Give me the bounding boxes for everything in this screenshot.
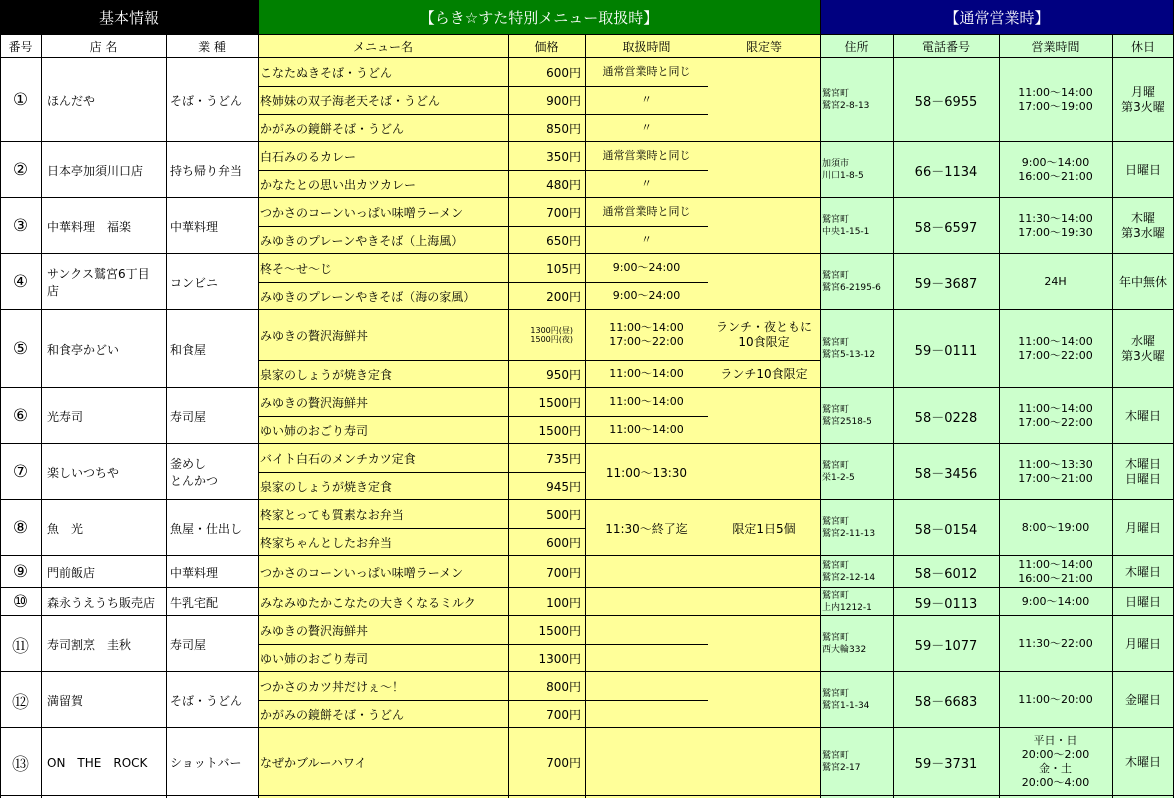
menu-item-name: ゆい姉のおごり寿司 bbox=[260, 423, 369, 438]
store-address: 鷲宮町 鷲宮1-1-34 bbox=[822, 689, 870, 711]
grid-line bbox=[820, 0, 821, 798]
column-header-holiday: 休日 bbox=[1130, 39, 1155, 54]
menu-item-name: 泉家のしょうが焼き定食 bbox=[260, 479, 393, 494]
column-header-phone: 電話番号 bbox=[921, 39, 970, 54]
store-phone: 58－6683 bbox=[914, 694, 978, 710]
menu-item-name: かがみの鏡餅そば・うどん bbox=[260, 121, 405, 136]
store-phone: 59－3687 bbox=[914, 276, 978, 292]
store-number: ② bbox=[12, 160, 29, 180]
store-name: 寿司割烹 圭秋 bbox=[47, 637, 132, 652]
store-name: 満留賀 bbox=[47, 693, 84, 708]
menu-item-price: 350円 bbox=[546, 149, 581, 164]
store-phone: 59－1077 bbox=[914, 638, 978, 654]
store-hours: 11:00～13:30 17:00～21:00 bbox=[1018, 458, 1093, 485]
menu-item-name: ゆい姉のおごり寿司 bbox=[260, 651, 369, 666]
menu-item-name: 柊姉妹の双子海老天そば・うどん bbox=[260, 93, 441, 108]
menu-item-name: かなたとの思い出カツカレー bbox=[260, 177, 417, 192]
store-address: 鷲宮町 鷲宮2-17 bbox=[822, 751, 861, 773]
store-address: 鷲宮町 上内1212-1 bbox=[822, 591, 872, 613]
store-hours: 9:00～14:00 bbox=[1021, 595, 1090, 608]
menu-item-name: 柊家とっても質素なお弁当 bbox=[260, 507, 404, 522]
menu-item-time: 〃 bbox=[641, 121, 652, 134]
menu-item-time: 通常営業時と同じ bbox=[602, 205, 691, 218]
store-hours: 平日・日 20:00～2:00 金・土 20:00～4:00 bbox=[1021, 734, 1090, 789]
menu-item-time: 11:00～14:00 17:00～22:00 bbox=[609, 321, 684, 348]
menu-item-price: 700円 bbox=[546, 565, 581, 580]
store-hours: 24H bbox=[1044, 275, 1067, 288]
store-phone: 59－0113 bbox=[914, 596, 978, 612]
store-name: 光寿司 bbox=[47, 409, 84, 424]
menu-item-price: 200円 bbox=[546, 289, 581, 304]
menu-item-price: 100円 bbox=[546, 595, 581, 610]
grid-line bbox=[585, 700, 708, 701]
menu-item-time: 〃 bbox=[641, 93, 652, 106]
store-phone: 59－0111 bbox=[914, 343, 978, 359]
store-number: ⑩ bbox=[12, 592, 29, 612]
column-header-hours: 営業時間 bbox=[1031, 39, 1080, 54]
store-number: ⑪ bbox=[12, 636, 29, 657]
grid-line bbox=[585, 644, 708, 645]
menu-item-limit: ランチ10食限定 bbox=[720, 366, 808, 381]
store-phone: 58－0154 bbox=[914, 522, 978, 538]
store-holiday: 日曜日 bbox=[1124, 594, 1161, 609]
menu-item-price: 900円 bbox=[546, 93, 581, 108]
menu-item-time: 9:00～24:00 bbox=[612, 289, 681, 302]
store-phone: 58－6012 bbox=[914, 566, 978, 582]
column-header-type: 業 種 bbox=[198, 39, 226, 54]
store-number: ⑨ bbox=[12, 562, 29, 582]
menu-item-price: 700円 bbox=[546, 205, 581, 220]
store-number: ⑧ bbox=[12, 518, 29, 538]
menu-item-price: 1500円 bbox=[538, 423, 581, 438]
menu-item-name: つかさのコーンいっぱい味噌ラーメン bbox=[260, 565, 464, 580]
menu-item-time: 通常営業時と同じ bbox=[602, 149, 691, 162]
menu-item-name: みゆきの贅沢海鮮丼 bbox=[260, 395, 369, 410]
menu-item-price: 700円 bbox=[546, 755, 581, 770]
store-number: ③ bbox=[12, 216, 29, 236]
store-hours: 8:00～19:00 bbox=[1021, 521, 1090, 534]
regular-hours-header: 【通常営業時】 bbox=[820, 0, 1174, 34]
store-number: ⑥ bbox=[12, 406, 29, 426]
store-name: 日本亭加須川口店 bbox=[47, 163, 144, 178]
store-type: 寿司屋 bbox=[170, 637, 207, 652]
store-holiday: 月曜日 bbox=[1124, 520, 1161, 535]
store-name: 楽しいつちや bbox=[47, 465, 120, 480]
menu-item-price: 950円 bbox=[546, 367, 581, 382]
menu-item-time: 11:00～14:00 bbox=[609, 395, 684, 408]
menu-item-price: 500円 bbox=[546, 507, 581, 522]
menu-shared-time: 11:30～終了迄 bbox=[605, 521, 688, 536]
menu-item-name: 柊そ～せ～じ bbox=[260, 261, 333, 276]
store-name: ON THE ROCK bbox=[47, 755, 148, 770]
menu-shared-limit: 限定1日5個 bbox=[732, 521, 796, 536]
menu-item-price: 700円 bbox=[546, 707, 581, 722]
menu-item-name: 泉家のしょうが焼き定食 bbox=[260, 367, 393, 382]
menu-item-name: つかさのコーンいっぱい味噌ラーメン bbox=[260, 205, 464, 220]
store-type: そば・うどん bbox=[170, 93, 243, 108]
column-header-menu: メニュー名 bbox=[352, 39, 413, 54]
grid-line bbox=[41, 34, 42, 798]
store-address: 鷲宮町 鷲宮2518-5 bbox=[822, 405, 872, 427]
grid-line bbox=[0, 795, 1174, 796]
grid-line bbox=[999, 34, 1000, 798]
store-type: 魚屋・仕出し bbox=[170, 521, 243, 536]
store-holiday: 木曜日 bbox=[1124, 564, 1161, 579]
menu-item-time: 〃 bbox=[641, 177, 652, 190]
store-type: 牛乳宅配 bbox=[170, 595, 219, 610]
grid-line bbox=[0, 34, 1, 798]
menu-item-price: 1500円 bbox=[538, 623, 581, 638]
store-number: ⑬ bbox=[12, 754, 29, 775]
store-address: 鷲宮町 鷲宮6-2195-6 bbox=[822, 271, 881, 293]
store-address: 鷲宮町 栄1-2-5 bbox=[822, 461, 855, 483]
store-number: ⑤ bbox=[12, 339, 29, 359]
store-address: 鷲宮町 鷲宮2-8-13 bbox=[822, 89, 870, 111]
store-holiday: 日曜日 bbox=[1124, 162, 1161, 177]
menu-item-name: みゆきの贅沢海鮮丼 bbox=[260, 328, 369, 343]
store-number: ① bbox=[12, 90, 29, 110]
grid-line bbox=[0, 57, 1174, 58]
store-type: 中華料理 bbox=[170, 219, 219, 234]
store-holiday: 木曜日 日曜日 bbox=[1124, 457, 1161, 486]
store-holiday: 年中無休 bbox=[1118, 274, 1167, 289]
menu-item-name: 白石みのるカレー bbox=[260, 149, 357, 164]
menu-item-name: 柊家ちゃんとしたお弁当 bbox=[260, 535, 393, 550]
menu-item-price: 105円 bbox=[546, 261, 581, 276]
menu-item-price: 735円 bbox=[546, 451, 581, 466]
store-hours: 11:30～14:00 17:00～19:30 bbox=[1018, 212, 1093, 239]
grid-line bbox=[258, 0, 259, 798]
store-holiday: 金曜日 bbox=[1124, 692, 1161, 707]
store-holiday: 月曜 第3火曜 bbox=[1121, 85, 1165, 114]
store-type: 寿司屋 bbox=[170, 409, 207, 424]
store-name: 森永うえうち販売店 bbox=[47, 595, 156, 610]
store-phone: 66－1134 bbox=[914, 164, 978, 180]
menu-item-price: 600円 bbox=[546, 65, 581, 80]
menu-shared-time: 11:00～13:30 bbox=[605, 465, 688, 480]
menu-item-name: かがみの鏡餅そば・うどん bbox=[260, 707, 405, 722]
store-holiday: 水曜 第3火曜 bbox=[1121, 334, 1165, 363]
store-phone: 58－6955 bbox=[914, 94, 978, 110]
store-phone: 58－6597 bbox=[914, 220, 978, 236]
store-name: 和食亭かどい bbox=[47, 342, 120, 357]
column-header-time: 取扱時間 bbox=[622, 39, 671, 54]
store-hours: 11:00～14:00 17:00～22:00 bbox=[1018, 335, 1093, 362]
store-type: 和食屋 bbox=[170, 342, 207, 357]
store-hours: 11:00～14:00 16:00～21:00 bbox=[1018, 558, 1093, 585]
store-address: 鷲宮町 鷲宮2-11-13 bbox=[822, 517, 876, 539]
grid-line bbox=[166, 34, 167, 798]
store-type: 中華料理 bbox=[170, 565, 219, 580]
store-type: 持ち帰り弁当 bbox=[170, 163, 243, 178]
menu-item-price: 480円 bbox=[546, 177, 581, 192]
menu-item-time: 〃 bbox=[641, 233, 652, 246]
store-address: 加須市 川口1-8-5 bbox=[822, 159, 864, 181]
menu-item-name: みゆきの贅沢海鮮丼 bbox=[260, 623, 369, 638]
store-name: 中華料理 福楽 bbox=[47, 219, 132, 234]
menu-item-price: 945円 bbox=[546, 479, 581, 494]
store-type: コンビニ bbox=[170, 275, 219, 290]
menu-item-name: みゆきのプレーンやきそば（上海風） bbox=[260, 233, 464, 248]
store-hours: 11:00～14:00 17:00～19:00 bbox=[1018, 86, 1093, 113]
menu-item-time: 11:00～14:00 bbox=[609, 367, 684, 380]
menu-item-time: 11:00～14:00 bbox=[609, 423, 684, 436]
menu-item-name: みなみゆたかこなたの大きくなるミルク bbox=[260, 595, 476, 610]
store-hours: 9:00～14:00 16:00～21:00 bbox=[1018, 156, 1093, 183]
store-holiday: 木曜 第3水曜 bbox=[1121, 211, 1165, 240]
store-holiday: 木曜日 bbox=[1124, 754, 1161, 769]
basic-info-header: 基本情報 bbox=[0, 0, 258, 34]
store-number: ⑦ bbox=[12, 462, 29, 482]
store-type: ショットバー bbox=[170, 755, 242, 770]
column-header-price: 価格 bbox=[534, 39, 559, 54]
grid-line bbox=[585, 34, 586, 798]
grid-line bbox=[0, 34, 1174, 35]
menu-item-price: 1300円(昼) 1500円(夜) bbox=[530, 326, 573, 344]
menu-item-price: 650円 bbox=[546, 233, 581, 248]
menu-item-name: バイト白石のメンチカツ定食 bbox=[260, 451, 416, 466]
menu-item-name: つかさのカツ丼だけぇ～！ bbox=[260, 679, 405, 694]
menu-item-price: 1500円 bbox=[538, 395, 581, 410]
column-header-limit: 限定等 bbox=[745, 39, 782, 54]
store-name: 門前飯店 bbox=[47, 565, 96, 580]
store-address: 鷲宮町 中央1-15-1 bbox=[822, 215, 870, 237]
menu-item-price: 600円 bbox=[546, 535, 581, 550]
store-phone: 59－3731 bbox=[914, 756, 978, 772]
menu-item-time: 通常営業時と同じ bbox=[602, 65, 691, 78]
column-header-name: 店 名 bbox=[89, 39, 118, 54]
special-menu-header: 【らき☆すた特別メニュー取扱時】 bbox=[258, 0, 820, 34]
store-hours: 11:00～14:00 17:00～22:00 bbox=[1018, 402, 1093, 429]
store-number: ④ bbox=[12, 272, 29, 292]
menu-item-price: 1300円 bbox=[538, 651, 581, 666]
store-name: ほんだや bbox=[47, 93, 96, 108]
menu-item-limit: ランチ・夜ともに 10食限定 bbox=[715, 320, 812, 349]
store-number: ⑫ bbox=[12, 692, 29, 713]
store-type: 釜めし とんかつ bbox=[170, 457, 219, 488]
store-hours: 11:00～20:00 bbox=[1018, 693, 1093, 706]
menu-item-name: みゆきのプレーンやきそば（海の家風） bbox=[260, 289, 476, 304]
menu-item-name: こなたぬきそば・うどん bbox=[260, 65, 393, 80]
store-address: 鷲宮町 鷲宮5-13-12 bbox=[822, 338, 876, 360]
grid-line bbox=[893, 34, 894, 798]
store-holiday: 月曜日 bbox=[1124, 636, 1161, 651]
store-type: そば・うどん bbox=[170, 693, 243, 708]
menu-item-time: 9:00～24:00 bbox=[612, 261, 681, 274]
store-phone: 58－0228 bbox=[914, 410, 978, 426]
store-holiday: 木曜日 bbox=[1124, 408, 1161, 423]
store-address: 鷲宮町 鷲宮2-12-14 bbox=[822, 561, 876, 583]
menu-item-name: なぜかブルーハワイ bbox=[260, 755, 367, 770]
store-name: サンクス鷲宮6丁目 店 bbox=[47, 267, 150, 298]
column-header-address: 住所 bbox=[844, 39, 869, 54]
menu-item-price: 800円 bbox=[546, 679, 581, 694]
store-name: 魚 光 bbox=[47, 521, 84, 536]
grid-line bbox=[1112, 34, 1113, 798]
grid-line bbox=[508, 34, 509, 798]
column-header-no: 番号 bbox=[8, 39, 33, 54]
menu-item-price: 850円 bbox=[546, 121, 581, 136]
store-hours: 11:30～22:00 bbox=[1018, 637, 1093, 650]
store-phone: 58－3456 bbox=[914, 466, 978, 482]
store-address: 鷲宮町 西大輪332 bbox=[822, 633, 867, 655]
